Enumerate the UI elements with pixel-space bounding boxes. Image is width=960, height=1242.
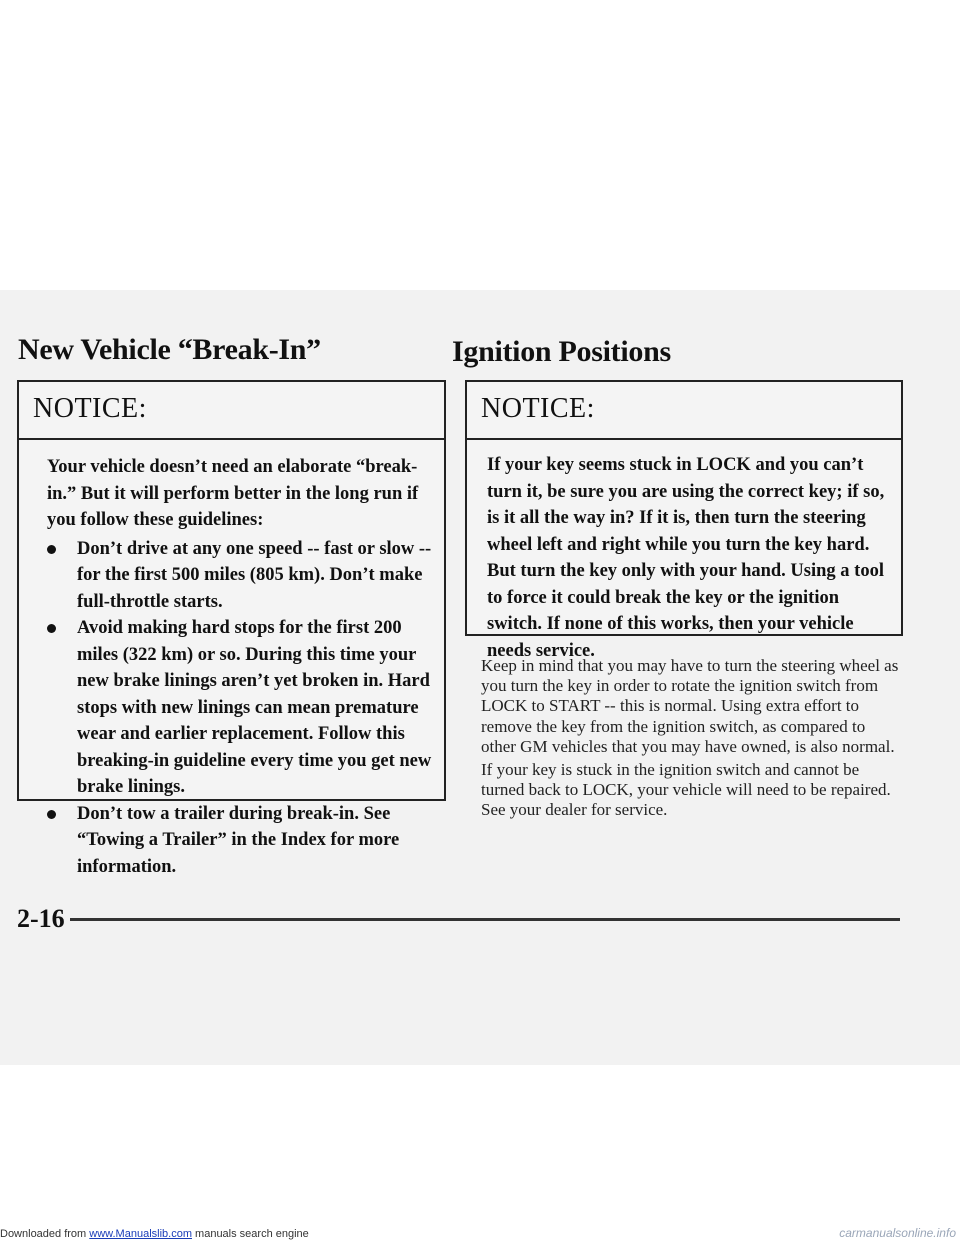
notice-title: NOTICE:: [19, 382, 444, 440]
section-heading-break-in: New Vehicle “Break-In”: [18, 333, 321, 366]
download-footer: Downloaded from www.Manualslib.com manuals search engine: [0, 1228, 309, 1240]
list-item: Don’t drive at any one speed -- fast or slow -- for the first 500 miles (805 km). Don’t make full-throttle starts.: [47, 536, 436, 616]
notice-title: NOTICE:: [467, 382, 901, 440]
section-heading-ignition: Ignition Positions: [452, 335, 671, 368]
page-number: 2-16: [17, 904, 65, 933]
notice-box-break-in: [17, 380, 446, 877]
bullet-icon: [47, 545, 56, 554]
footer-rule: [70, 918, 900, 921]
manualslib-link[interactable]: www.Manualslib.com: [89, 1228, 192, 1240]
watermark: carmanualsonline.info: [839, 1226, 956, 1240]
notice-body: [19, 440, 444, 880]
notice-intro: Your vehicle doesn’t need an elaborate “break-in.” But it will perform better in the long run if you follow these guidelines:: [47, 457, 419, 530]
bullet-icon: [47, 624, 56, 633]
guideline-list: [47, 536, 436, 881]
body-paragraph: If your key is stuck in the ignition switch and cannot be turned back to LOCK, your vehicle will need to be repaired. See your dealer for service.: [481, 760, 891, 820]
notice-box-ignition: [465, 380, 903, 661]
list-item: Don’t tow a trailer during break-in. See “Towing a Trailer” in the Index for more information.: [47, 801, 436, 881]
body-paragraph: Keep in mind that you may have to turn the steering wheel as you turn the key in order to rotate the ignition switch from LOCK to START -- this is normal. Using extra effort to remove the key from the ignition switch, as compared to other GM vehicles that you may have owned, is also normal.: [481, 656, 899, 756]
bullet-icon: [47, 810, 56, 819]
notice-body: If your key seems stuck in LOCK and you can’t turn it, be sure you are using the correct key; if so, is it all the way in? If it is, then turn the steering wheel left and right while you turn the key hard. But turn the key only with your hand. Using a tool to force it could break the key or the ignition switch. If none of this works, then your vehicle needs service.: [487, 455, 885, 661]
list-item: Avoid making hard stops for the first 200 miles (322 km) or so. During this time your new brake linings aren’t yet broken in. Hard stops with new linings can mean premature wear and earlier replacement. Follow this breaking-in guideline every time you get new brake linings.: [47, 615, 436, 801]
